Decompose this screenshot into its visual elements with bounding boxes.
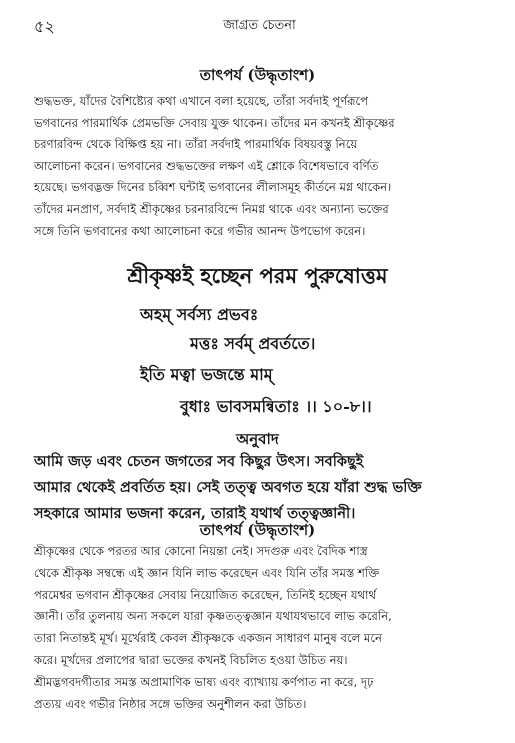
verse-line: বুধাঃ ভাবসমন্বিতাঃ ।। ১০-৮।। bbox=[180, 397, 372, 416]
page-header bbox=[34, 14, 485, 36]
page-number: ৫২ bbox=[34, 17, 55, 36]
paragraph-line: প্রত্যয় এবং গভীর নিষ্ঠার সঙ্গে ভক্তির অনুশীলন করা উচিত। bbox=[34, 696, 307, 711]
paragraph-line: চরণারবিন্দ থেকে বিক্ষিপ্ত হয় না। তাঁরা সর্বদাই পারমার্থিক বিষয়বস্তু নিয়ে bbox=[34, 137, 358, 152]
running-title: জাগ্রত চেতনা bbox=[223, 18, 296, 33]
paragraph-line: শ্রীমদ্ভগবদগীতার সমস্ত অপ্রামাণিক ভাষ্য এবং ব্যাখ্যায় কর্ণপাত না করে, দৃঢ় bbox=[34, 674, 374, 689]
purport-paragraph bbox=[34, 91, 482, 242]
paragraph-line: করে। মূর্খদের প্রলাপের দ্বারা ভক্তের কখনই বিচলিত হওয়া উচিত নয়। bbox=[34, 652, 348, 667]
verse-line: মত্তঃ সর্বম্ প্রবর্ততে। bbox=[190, 334, 316, 353]
verse-line: ইতি মত্বা ভজন্তে মাম্ bbox=[140, 365, 273, 384]
paragraph-line: শুদ্ধভক্ত, যাঁদের বৈশিষ্ট্যের কথা এখানে বলা হয়েছে, তাঁরা সর্বদাই পূর্ণরূপে bbox=[34, 94, 369, 108]
paragraph-line: শ্রীকৃষ্ণের থেকে পরতর আর কোনো নিয়ন্তা নেই। সদগুরু এবং বৈদিক শাস্ত্র bbox=[34, 544, 368, 558]
paragraph-line: সঙ্গে তিনি ভগবানের কথা আলোচনা করে গভীর আনন্দ উপভোগ করেন। bbox=[34, 223, 366, 238]
paragraph-line: আলোচনা করেন। ভগবানের শুদ্ধভক্তের লক্ষণ এই শ্লোকে বিশেষভাবে বর্ণিত bbox=[34, 158, 379, 173]
paragraph-line: তারা নিতান্তই মূর্খ। মূর্খেরাই কেবল শ্রীকৃষ্ণকে একজন সাধারণ মানুষ বলে মনে bbox=[34, 631, 382, 646]
paragraph-line: থেকে শ্রীকৃষ্ণ সম্বন্ধে এই জ্ঞান যিনি লাভ করেছেন এবং যিনি তাঁর সমস্ত শক্তি bbox=[34, 565, 380, 580]
chapter-heading: শ্রীকৃষ্ণই হচ্ছেন পরম পুরুষোত্তম bbox=[127, 263, 388, 288]
translation-paragraph bbox=[34, 449, 482, 527]
purport-paragraph bbox=[34, 541, 482, 715]
translation-line: আমি জড় এবং চেতন জগতের সব কিছুর উৎস। সবকিছুই bbox=[34, 453, 364, 470]
paragraph-line: ভগবানের পারমার্থিক প্রেমভক্তি সেবায় যুক্ত থাকেন। তাঁদের মন কখনই শ্রীকৃষ্ণের bbox=[34, 115, 395, 130]
translation-line: আমার থেকেই প্রবর্তিত হয়। সেই তত্ত্ব অবগত হয়ে যাঁরা শুদ্ধ ভক্তি bbox=[34, 479, 422, 496]
purport-heading: তাৎপর্য (উদ্ধৃতাংশ) bbox=[199, 66, 316, 84]
translation-heading: অনুবাদ bbox=[236, 430, 279, 448]
purport-heading: তাৎপর্য (উদ্ধৃতাংশ) bbox=[199, 521, 316, 539]
paragraph-line: তাঁদের মনপ্রাণ, সর্বদাই শ্রীকৃষ্ণের চরনারবিন্দে নিমগ্ন থাকে এবং অন্যান্য ভক্তের bbox=[34, 201, 389, 216]
paragraph-line: জ্ঞানী। তাঁর তুলনায় অন্য সকলে যারা কৃষ্ণতত্ত্বজ্ঞান যথাযথভাবে লাভ করেনি, bbox=[34, 609, 392, 624]
verse-line: অহম্ সর্বস্য প্রভবঃ bbox=[140, 305, 259, 324]
paragraph-line: হয়েছে। ভগবদ্ভক্ত দিনের চব্বিশ ঘন্টাই ভগবানের লীলাসমূহ কীর্তনে মগ্ন থাকেন। bbox=[34, 180, 392, 195]
paragraph-line: পরমেশ্বর ভগবান শ্রীকৃষ্ণের সেবায় নিয়োজিত করেছেন, তিনিই হচ্ছেন যথার্থ bbox=[34, 587, 376, 602]
translation-line: সহকারে আমার ভজনা করেন, তারাই যথার্থ তত্ত্বজ্ঞানী। bbox=[34, 505, 356, 522]
